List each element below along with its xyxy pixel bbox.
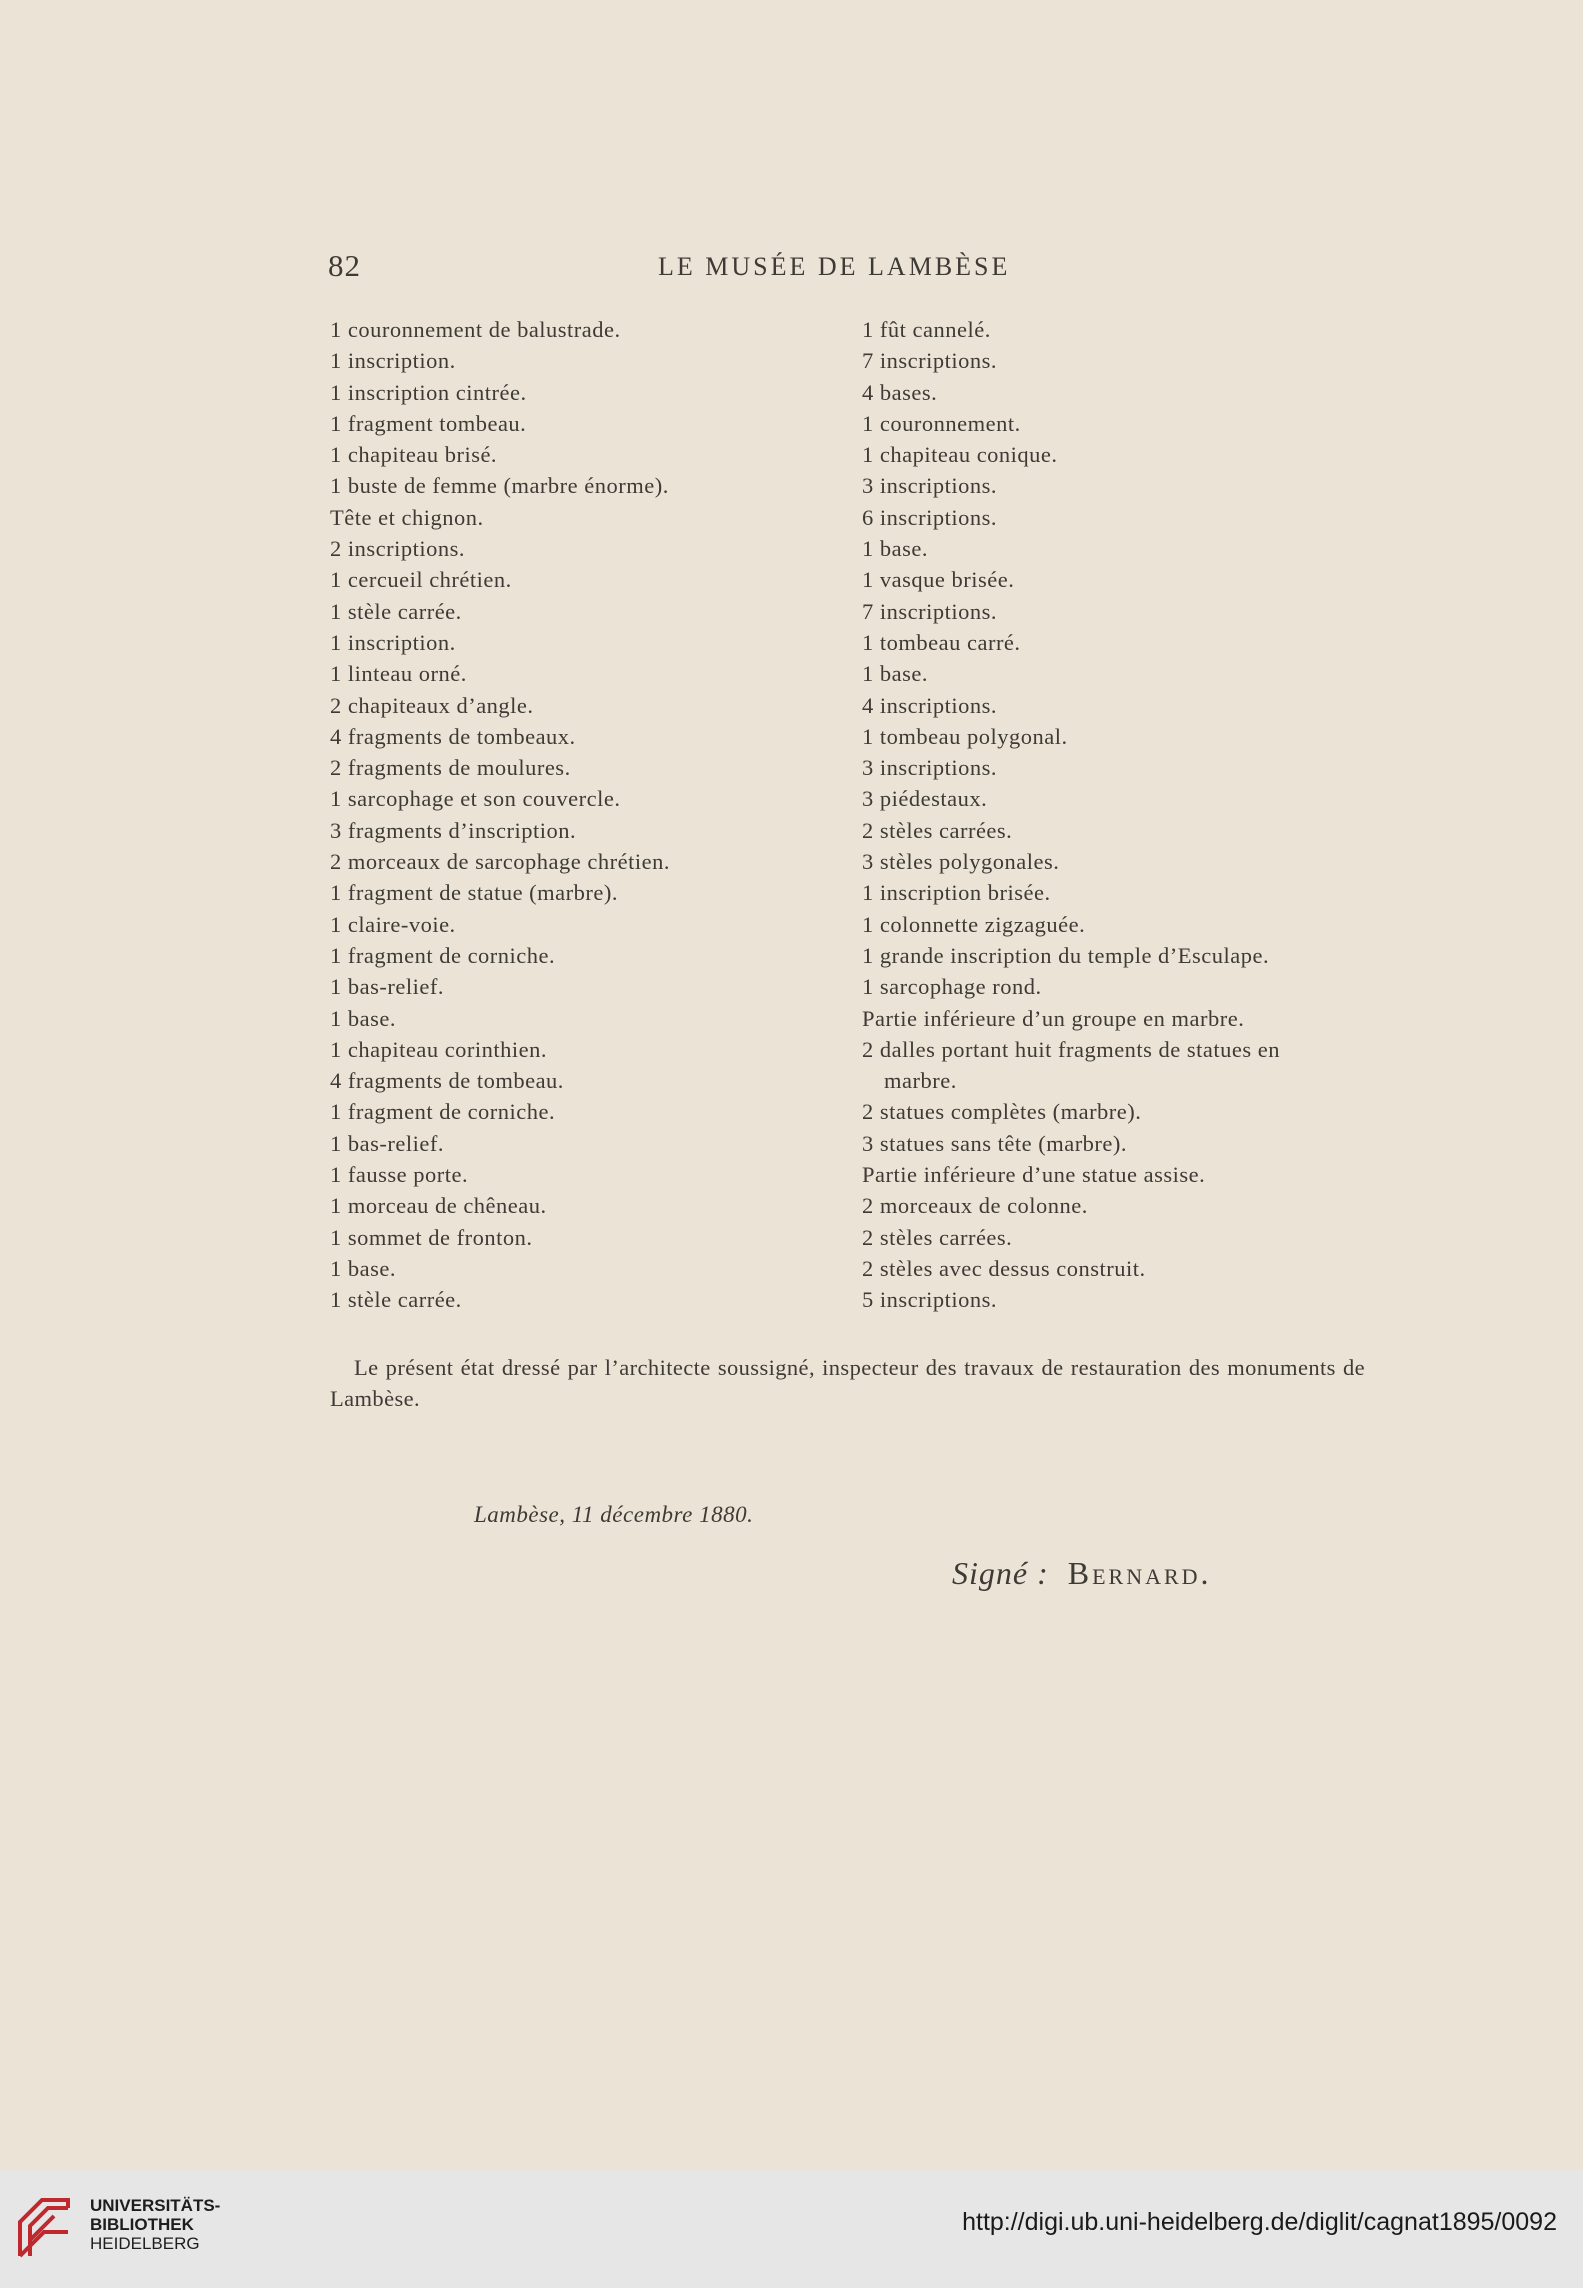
inventory-item: 2 stèles carrées. [862,1224,1013,1250]
inventory-item: 1 fragment de corniche. [330,1099,556,1125]
inventory-item: 2 inscriptions. [330,536,465,562]
inventory-item: 2 morceaux de colonne. [862,1193,1088,1219]
inventory-item: 3 piédestaux. [862,786,988,812]
inventory-item: 7 inscriptions. [862,348,997,374]
inventory-item: 1 buste de femme (marbre énorme). [330,473,669,499]
page-number: 82 [328,248,361,283]
inventory-item: 2 chapiteaux d’angle. [330,692,534,718]
inventory-item: 1 chapiteau brisé. [330,442,498,468]
page-header [328,248,1372,288]
inventory-item: 1 inscription. [330,348,456,374]
logo-line-1: UNIVERSITÄTS- [90,2196,221,2215]
inventory-item: 1 claire-voie. [330,911,456,937]
running-title: LE MUSÉE DE LAMBÈSE [658,252,1011,281]
inventory-item: 1 sarcophage et son couvercle. [330,786,621,812]
inventory-item: 1 inscription brisée. [862,880,1051,906]
inventory-item: 1 base. [330,1255,396,1281]
inventory-item: 1 fragment de corniche. [330,942,556,968]
inventory-item: 1 colonnette zigzaguée. [862,911,1086,937]
inventory-item: 1 fragment tombeau. [330,410,527,436]
inventory-item: 1 couronnement. [862,410,1021,436]
inventory-item: 1 inscription cintrée. [330,379,527,405]
inventory-item: 1 sommet de fronton. [330,1224,533,1250]
logo-line-2: BIBLIOTHEK [90,2215,194,2234]
inventory-item: 2 statues complètes (marbre). [862,1099,1142,1125]
inventory-item: 4 inscriptions. [862,692,997,718]
inventory-item: Partie inférieure d’une statue assise. [862,1162,1206,1188]
inventory-item: 1 grande inscription du temple d’Esculape. [862,942,1270,968]
inventory-item: 3 fragments d’inscription. [330,817,577,843]
signature-name: Bernard. [1067,1555,1212,1591]
inventory-item: 1 tombeau carré. [862,629,1021,655]
inventory-item: 1 sarcophage rond. [862,974,1042,1000]
university-library-logo-icon [14,2192,74,2262]
inventory-item: 3 statues sans tête (marbre). [862,1130,1128,1156]
inventory-item: 3 inscriptions. [862,473,997,499]
inventory-item: 2 dalles portant huit fragments de statues en [862,1036,1281,1062]
inventory-item: 1 fausse porte. [330,1162,469,1188]
inventory-item: 3 stèles polygonales. [862,849,1060,875]
logo-line-3: HEIDELBERG [90,2234,200,2253]
inventory-item: 3 inscriptions. [862,755,997,781]
inventory-item: 1 stèle carrée. [330,598,462,624]
inventory-item: 5 inscriptions. [862,1287,997,1313]
inventory-item: 1 morceau de chêneau. [330,1193,547,1219]
inventory-item: 4 fragments de tombeaux. [330,723,576,749]
inventory-left-column [330,314,850,1316]
place-date: Lambèse, 11 décembre 1880. [474,1502,754,1527]
inventory-item: 4 bases. [862,379,938,405]
inventory-item: 4 fragments de tombeau. [330,1068,564,1094]
inventory-item: 2 morceaux de sarcophage chrétien. [330,849,670,875]
inventory-item: 1 vasque brisée. [862,567,1015,593]
inventory-item: 1 bas-relief. [330,1130,444,1156]
closing-paragraph: Le présent état dressé par l’architecte soussigné, inspecteur des travaux de restauration des monuments de Lambèse. [330,1355,1365,1411]
signature [952,1555,1212,1592]
inventory-item: 1 inscription. [330,629,456,655]
inventory-item: 1 bas-relief. [330,974,444,1000]
inventory-item: 2 fragments de moulures. [330,755,571,781]
inventory-item: 1 base. [862,536,928,562]
inventory-item: 1 tombeau polygonal. [862,723,1068,749]
inventory-item: 1 cercueil chrétien. [330,567,512,593]
inventory-item: 1 chapiteau corinthien. [330,1036,548,1062]
signature-label: Signé : [952,1555,1049,1591]
inventory-item: 2 stèles carrées. [862,817,1013,843]
library-footer [0,2170,1583,2288]
inventory-item: 1 base. [862,661,928,687]
inventory-item: 1 fragment de statue (marbre). [330,880,618,906]
inventory-right-column [862,314,1382,1316]
source-url-link[interactable]: http://digi.ub.uni-heidelberg.de/diglit/cagnat1895/0092 [962,2208,1557,2236]
inventory-item: 1 linteau orné. [330,661,467,687]
inventory-item: marbre. [884,1068,957,1094]
inventory-item: 7 inscriptions. [862,598,997,624]
inventory-item: 1 stèle carrée. [330,1287,462,1313]
inventory-item: 2 stèles avec dessus construit. [862,1255,1146,1281]
inventory-item: 1 chapiteau conique. [862,442,1058,468]
library-logo-text [90,2196,220,2253]
inventory-item: 1 base. [330,1005,396,1031]
inventory-item: Tête et chignon. [330,504,484,530]
inventory-item: 1 couronnement de balustrade. [330,317,621,342]
inventory-item: 6 inscriptions. [862,504,997,530]
inventory-item: 1 fût cannelé. [862,317,991,342]
inventory-item: Partie inférieure d’un groupe en marbre. [862,1005,1245,1031]
